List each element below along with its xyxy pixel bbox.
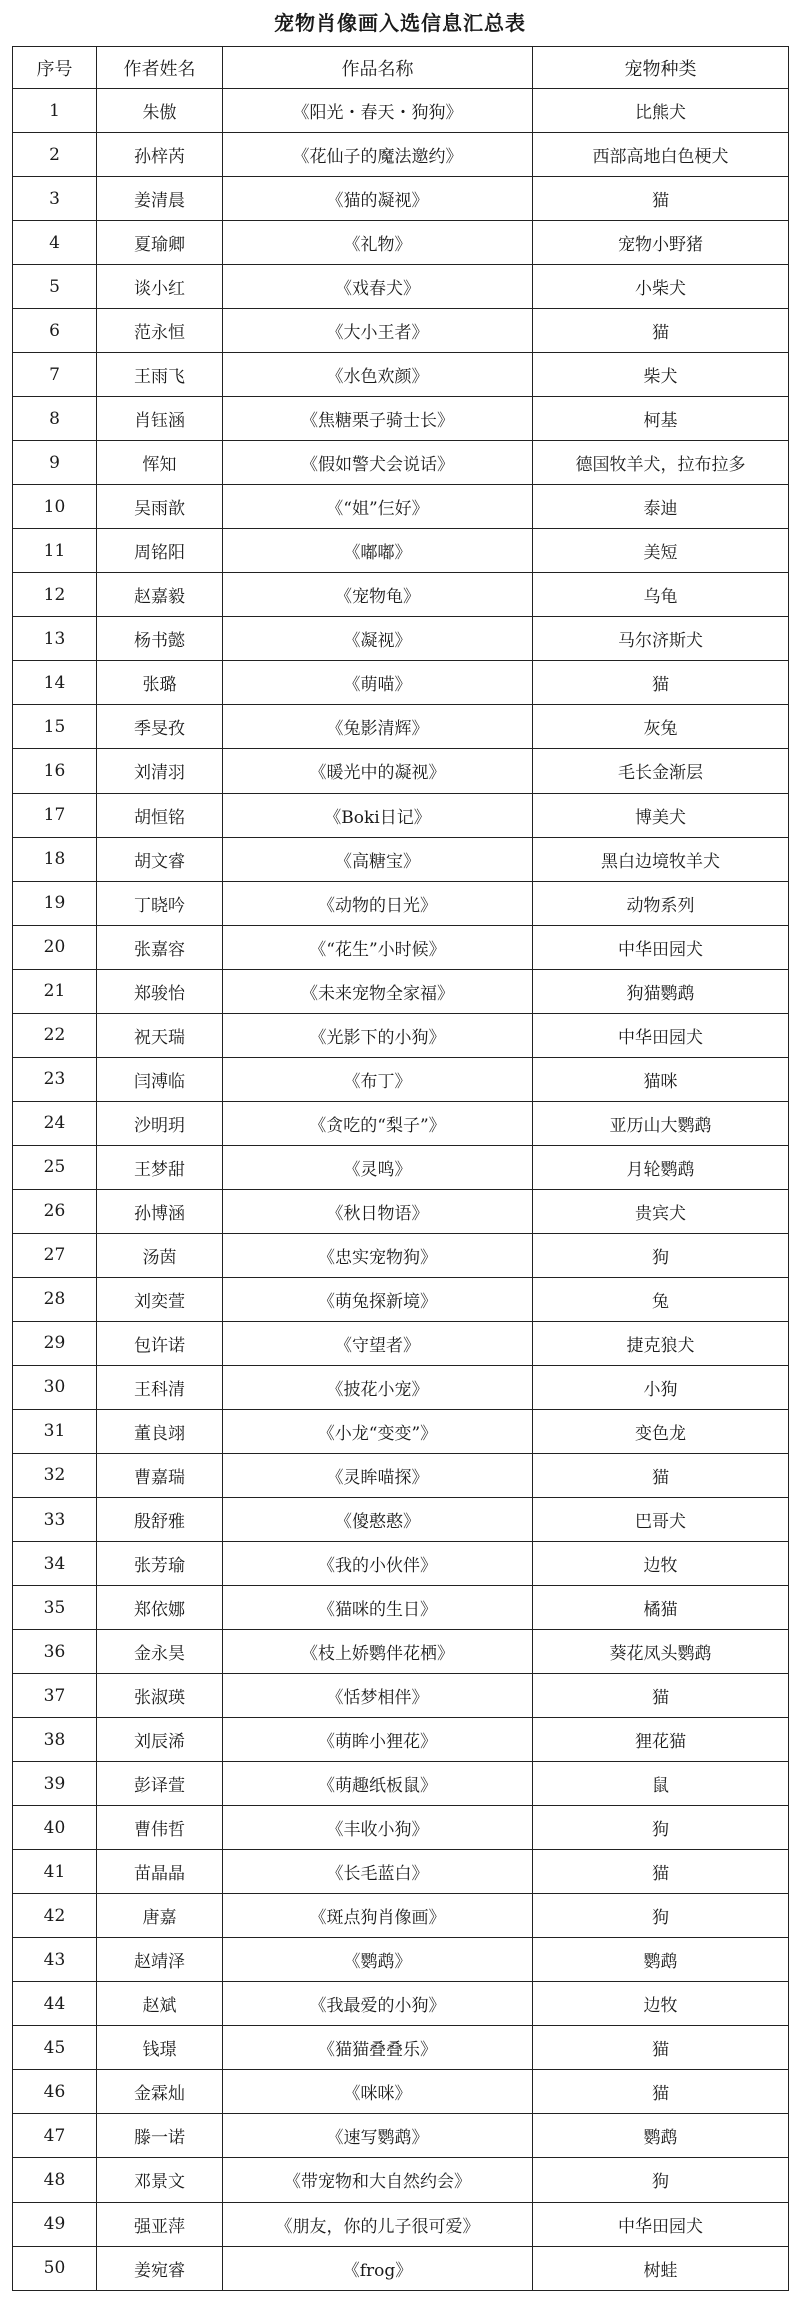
table-row xyxy=(13,1145,789,1189)
cell-pet-type: 宠物小野猪 xyxy=(533,221,789,265)
table-row xyxy=(13,1101,789,1145)
cell-author: 孙梓芮 xyxy=(97,133,223,177)
cell-work-title: 《披花小宠》 xyxy=(223,1365,533,1409)
cell-number: 33 xyxy=(13,1498,97,1542)
cell-pet-type: 狗猫鹦鹉 xyxy=(533,969,789,1013)
cell-pet-type: 猫咪 xyxy=(533,1057,789,1101)
cell-author: 季旻孜 xyxy=(97,705,223,749)
cell-number: 25 xyxy=(13,1145,97,1189)
table-row xyxy=(13,397,789,441)
cell-author: 谈小红 xyxy=(97,265,223,309)
cell-author: 夏瑜卿 xyxy=(97,221,223,265)
cell-number: 24 xyxy=(13,1101,97,1145)
cell-work-title: 《“姐”仨好》 xyxy=(223,485,533,529)
table-row xyxy=(13,309,789,353)
table-row xyxy=(13,881,789,925)
cell-work-title: 《凝视》 xyxy=(223,617,533,661)
cell-pet-type: 美短 xyxy=(533,529,789,573)
cell-number: 29 xyxy=(13,1321,97,1365)
cell-work-title: 《灵眸喵探》 xyxy=(223,1453,533,1497)
cell-work-title: 《未来宠物全家福》 xyxy=(223,969,533,1013)
table-row xyxy=(13,1630,789,1674)
table-row xyxy=(13,2026,789,2070)
cell-author: 滕一诺 xyxy=(97,2114,223,2158)
table-row xyxy=(13,1674,789,1718)
cell-work-title: 《兔影清辉》 xyxy=(223,705,533,749)
cell-number: 13 xyxy=(13,617,97,661)
page-title: 宠物肖像画入选信息汇总表 xyxy=(274,11,526,35)
cell-author: 包许诺 xyxy=(97,1321,223,1365)
cell-author: 张芳瑜 xyxy=(97,1542,223,1586)
cell-pet-type: 月轮鹦鹉 xyxy=(533,1145,789,1189)
table-row xyxy=(13,1850,789,1894)
cell-number: 30 xyxy=(13,1365,97,1409)
cell-author: 郑依娜 xyxy=(97,1586,223,1630)
cell-author: 姜清晨 xyxy=(97,177,223,221)
table-row xyxy=(13,1586,789,1630)
cell-author: 董良翊 xyxy=(97,1409,223,1453)
cell-work-title: 《礼物》 xyxy=(223,221,533,265)
cell-pet-type: 泰迪 xyxy=(533,485,789,529)
cell-author: 赵斌 xyxy=(97,1982,223,2026)
cell-author: 吴雨歆 xyxy=(97,485,223,529)
cell-pet-type: 乌龟 xyxy=(533,573,789,617)
cell-number: 10 xyxy=(13,485,97,529)
selection-table xyxy=(12,46,789,2291)
cell-number: 21 xyxy=(13,969,97,1013)
cell-number: 9 xyxy=(13,441,97,485)
cell-work-title: 《焦糖栗子骑士长》 xyxy=(223,397,533,441)
cell-pet-type: 马尔济斯犬 xyxy=(533,617,789,661)
cell-work-title: 《萌趣纸板鼠》 xyxy=(223,1762,533,1806)
cell-pet-type: 捷克狼犬 xyxy=(533,1321,789,1365)
table-body xyxy=(13,89,789,2291)
cell-author: 张淑瑛 xyxy=(97,1674,223,1718)
cell-pet-type: 狗 xyxy=(533,1233,789,1277)
table-row xyxy=(13,1189,789,1233)
cell-author: 杨书懿 xyxy=(97,617,223,661)
cell-work-title: 《假如警犬会说话》 xyxy=(223,441,533,485)
table-row xyxy=(13,177,789,221)
table-row xyxy=(13,1453,789,1497)
cell-work-title: 《阳光・春天・狗狗》 xyxy=(223,89,533,133)
table-row xyxy=(13,441,789,485)
cell-number: 45 xyxy=(13,2026,97,2070)
cell-work-title: 《“花生”小时候》 xyxy=(223,925,533,969)
cell-work-title: 《斑点狗肖像画》 xyxy=(223,1894,533,1938)
cell-number: 18 xyxy=(13,837,97,881)
cell-work-title: 《暖光中的凝视》 xyxy=(223,749,533,793)
cell-pet-type: 巴哥犬 xyxy=(533,1498,789,1542)
cell-author: 苗晶晶 xyxy=(97,1850,223,1894)
cell-pet-type: 毛长金渐层 xyxy=(533,749,789,793)
cell-work-title: 《布丁》 xyxy=(223,1057,533,1101)
cell-work-title: 《傻憨憨》 xyxy=(223,1498,533,1542)
table-row xyxy=(13,2246,789,2290)
cell-pet-type: 亚历山大鹦鹉 xyxy=(533,1101,789,1145)
cell-author: 丁晓吟 xyxy=(97,881,223,925)
table-row xyxy=(13,1762,789,1806)
cell-work-title: 《枝上娇鹦伴花栖》 xyxy=(223,1630,533,1674)
cell-number: 6 xyxy=(13,309,97,353)
table-row xyxy=(13,705,789,749)
cell-author: 王梦甜 xyxy=(97,1145,223,1189)
table-row xyxy=(13,2070,789,2114)
cell-number: 14 xyxy=(13,661,97,705)
cell-author: 胡文睿 xyxy=(97,837,223,881)
table-row xyxy=(13,1806,789,1850)
cell-number: 27 xyxy=(13,1233,97,1277)
cell-work-title: 《速写鹦鹉》 xyxy=(223,2114,533,2158)
cell-pet-type: 柴犬 xyxy=(533,353,789,397)
cell-work-title: 《萌兔探新境》 xyxy=(223,1277,533,1321)
cell-pet-type: 猫 xyxy=(533,309,789,353)
cell-number: 19 xyxy=(13,881,97,925)
cell-author: 曹伟哲 xyxy=(97,1806,223,1850)
cell-pet-type: 狗 xyxy=(533,1894,789,1938)
cell-number: 32 xyxy=(13,1453,97,1497)
cell-author: 邓景文 xyxy=(97,2158,223,2202)
cell-pet-type: 边牧 xyxy=(533,1542,789,1586)
table-row xyxy=(13,2114,789,2158)
cell-number: 37 xyxy=(13,1674,97,1718)
cell-work-title: 《灵鸣》 xyxy=(223,1145,533,1189)
cell-author: 姜宛睿 xyxy=(97,2246,223,2290)
cell-pet-type: 猫 xyxy=(533,2026,789,2070)
cell-author: 范永恒 xyxy=(97,309,223,353)
cell-author: 恽知 xyxy=(97,441,223,485)
cell-pet-type: 鹦鹉 xyxy=(533,2114,789,2158)
cell-author: 强亚萍 xyxy=(97,2202,223,2246)
table-row xyxy=(13,925,789,969)
cell-work-title: 《守望者》 xyxy=(223,1321,533,1365)
cell-work-title: 《宠物龟》 xyxy=(223,573,533,617)
header-pet-type: 宠物种类 xyxy=(533,47,789,89)
table-row xyxy=(13,2202,789,2246)
cell-pet-type: 边牧 xyxy=(533,1982,789,2026)
header-work-title: 作品名称 xyxy=(223,47,533,89)
cell-number: 3 xyxy=(13,177,97,221)
table-row xyxy=(13,1013,789,1057)
cell-pet-type: 动物系列 xyxy=(533,881,789,925)
cell-author: 汤茵 xyxy=(97,1233,223,1277)
table-row xyxy=(13,485,789,529)
cell-pet-type: 狸花猫 xyxy=(533,1718,789,1762)
cell-pet-type: 中华田园犬 xyxy=(533,2202,789,2246)
cell-number: 28 xyxy=(13,1277,97,1321)
table-row xyxy=(13,265,789,309)
cell-number: 8 xyxy=(13,397,97,441)
cell-number: 15 xyxy=(13,705,97,749)
cell-number: 50 xyxy=(13,2246,97,2290)
cell-pet-type: 猫 xyxy=(533,1674,789,1718)
table-row xyxy=(13,1718,789,1762)
cell-pet-type: 狗 xyxy=(533,1806,789,1850)
table-row xyxy=(13,1365,789,1409)
header-author: 作者姓名 xyxy=(97,47,223,89)
cell-number: 17 xyxy=(13,793,97,837)
cell-pet-type: 橘猫 xyxy=(533,1586,789,1630)
table-row xyxy=(13,793,789,837)
cell-pet-type: 猫 xyxy=(533,661,789,705)
cell-author: 朱傲 xyxy=(97,89,223,133)
cell-author: 王雨飞 xyxy=(97,353,223,397)
cell-work-title: 《朋友，你的儿子很可爱》 xyxy=(223,2202,533,2246)
cell-work-title: 《frog》 xyxy=(223,2246,533,2290)
cell-author: 刘辰浠 xyxy=(97,1718,223,1762)
table-row xyxy=(13,1321,789,1365)
cell-author: 金永昊 xyxy=(97,1630,223,1674)
cell-number: 16 xyxy=(13,749,97,793)
cell-work-title: 《花仙子的魔法邀约》 xyxy=(223,133,533,177)
cell-author: 祝天瑞 xyxy=(97,1013,223,1057)
cell-work-title: 《水色欢颜》 xyxy=(223,353,533,397)
cell-number: 38 xyxy=(13,1718,97,1762)
cell-number: 49 xyxy=(13,2202,97,2246)
cell-pet-type: 小狗 xyxy=(533,1365,789,1409)
cell-number: 46 xyxy=(13,2070,97,2114)
cell-work-title: 《长毛蓝白》 xyxy=(223,1850,533,1894)
cell-number: 23 xyxy=(13,1057,97,1101)
cell-number: 5 xyxy=(13,265,97,309)
cell-pet-type: 贵宾犬 xyxy=(533,1189,789,1233)
cell-number: 12 xyxy=(13,573,97,617)
cell-number: 4 xyxy=(13,221,97,265)
cell-number: 48 xyxy=(13,2158,97,2202)
cell-pet-type: 兔 xyxy=(533,1277,789,1321)
cell-author: 唐嘉 xyxy=(97,1894,223,1938)
table-row xyxy=(13,837,789,881)
cell-work-title: 《猫的凝视》 xyxy=(223,177,533,221)
cell-number: 44 xyxy=(13,1982,97,2026)
cell-pet-type: 猫 xyxy=(533,1453,789,1497)
cell-work-title: 《贪吃的“梨子”》 xyxy=(223,1101,533,1145)
table-row xyxy=(13,749,789,793)
header-number: 序号 xyxy=(13,47,97,89)
cell-work-title: 《大小王者》 xyxy=(223,309,533,353)
cell-work-title: 《高糖宝》 xyxy=(223,837,533,881)
cell-work-title: 《猫咪的生日》 xyxy=(223,1586,533,1630)
cell-work-title: 《戏春犬》 xyxy=(223,265,533,309)
cell-author: 肖钰涵 xyxy=(97,397,223,441)
cell-author: 殷舒雅 xyxy=(97,1498,223,1542)
cell-pet-type: 树蛙 xyxy=(533,2246,789,2290)
table-row xyxy=(13,1542,789,1586)
table-row xyxy=(13,1057,789,1101)
header-row xyxy=(13,47,789,89)
cell-author: 张璐 xyxy=(97,661,223,705)
cell-author: 孙博涵 xyxy=(97,1189,223,1233)
cell-number: 47 xyxy=(13,2114,97,2158)
cell-author: 钱璟 xyxy=(97,2026,223,2070)
cell-author: 张嘉容 xyxy=(97,925,223,969)
cell-author: 刘清羽 xyxy=(97,749,223,793)
cell-author: 闫溥临 xyxy=(97,1057,223,1101)
cell-pet-type: 猫 xyxy=(533,177,789,221)
cell-pet-type: 猫 xyxy=(533,1850,789,1894)
cell-number: 22 xyxy=(13,1013,97,1057)
table-row xyxy=(13,529,789,573)
cell-pet-type: 鼠 xyxy=(533,1762,789,1806)
cell-number: 41 xyxy=(13,1850,97,1894)
cell-pet-type: 葵花凤头鹦鹉 xyxy=(533,1630,789,1674)
cell-pet-type: 中华田园犬 xyxy=(533,925,789,969)
cell-work-title: 《嘟嘟》 xyxy=(223,529,533,573)
cell-number: 43 xyxy=(13,1938,97,1982)
cell-number: 40 xyxy=(13,1806,97,1850)
cell-pet-type: 小柴犬 xyxy=(533,265,789,309)
table-row xyxy=(13,969,789,1013)
cell-author: 周铭阳 xyxy=(97,529,223,573)
cell-work-title: 《恬梦相伴》 xyxy=(223,1674,533,1718)
cell-work-title: 《忠实宠物狗》 xyxy=(223,1233,533,1277)
cell-work-title: 《猫猫叠叠乐》 xyxy=(223,2026,533,2070)
cell-number: 31 xyxy=(13,1409,97,1453)
cell-work-title: 《我最爱的小狗》 xyxy=(223,1982,533,2026)
table-row xyxy=(13,221,789,265)
cell-work-title: 《我的小伙伴》 xyxy=(223,1542,533,1586)
cell-number: 7 xyxy=(13,353,97,397)
table-row xyxy=(13,1982,789,2026)
table-row xyxy=(13,1409,789,1453)
cell-number: 39 xyxy=(13,1762,97,1806)
cell-pet-type: 灰兔 xyxy=(533,705,789,749)
cell-pet-type: 柯基 xyxy=(533,397,789,441)
cell-author: 彭译萱 xyxy=(97,1762,223,1806)
table-row xyxy=(13,1894,789,1938)
table-row xyxy=(13,353,789,397)
cell-author: 曹嘉瑞 xyxy=(97,1453,223,1497)
cell-author: 赵嘉毅 xyxy=(97,573,223,617)
cell-number: 42 xyxy=(13,1894,97,1938)
cell-pet-type: 西部高地白色梗犬 xyxy=(533,133,789,177)
cell-number: 26 xyxy=(13,1189,97,1233)
table-row xyxy=(13,1938,789,1982)
table-row xyxy=(13,89,789,133)
cell-author: 王科清 xyxy=(97,1365,223,1409)
cell-pet-type: 中华田园犬 xyxy=(533,1013,789,1057)
cell-pet-type: 猫 xyxy=(533,2070,789,2114)
table-row xyxy=(13,1498,789,1542)
cell-pet-type: 黑白边境牧羊犬 xyxy=(533,837,789,881)
table-row xyxy=(13,573,789,617)
cell-number: 2 xyxy=(13,133,97,177)
cell-work-title: 《咪咪》 xyxy=(223,2070,533,2114)
table-row xyxy=(13,133,789,177)
cell-author: 郑骏怡 xyxy=(97,969,223,1013)
table-row xyxy=(13,1277,789,1321)
cell-work-title: 《Boki日记》 xyxy=(223,793,533,837)
cell-author: 金霖灿 xyxy=(97,2070,223,2114)
table-row xyxy=(13,617,789,661)
cell-work-title: 《光影下的小狗》 xyxy=(223,1013,533,1057)
cell-author: 沙明玥 xyxy=(97,1101,223,1145)
cell-work-title: 《小龙“变变”》 xyxy=(223,1409,533,1453)
cell-pet-type: 狗 xyxy=(533,2158,789,2202)
cell-author: 胡恒铭 xyxy=(97,793,223,837)
cell-number: 36 xyxy=(13,1630,97,1674)
cell-number: 11 xyxy=(13,529,97,573)
table-row xyxy=(13,661,789,705)
cell-work-title: 《鹦鹉》 xyxy=(223,1938,533,1982)
cell-author: 赵靖泽 xyxy=(97,1938,223,1982)
table-row xyxy=(13,2158,789,2202)
table-row xyxy=(13,1233,789,1277)
cell-pet-type: 博美犬 xyxy=(533,793,789,837)
cell-number: 1 xyxy=(13,89,97,133)
cell-author: 刘奕萱 xyxy=(97,1277,223,1321)
cell-pet-type: 变色龙 xyxy=(533,1409,789,1453)
cell-pet-type: 比熊犬 xyxy=(533,89,789,133)
cell-work-title: 《萌喵》 xyxy=(223,661,533,705)
cell-work-title: 《动物的日光》 xyxy=(223,881,533,925)
cell-work-title: 《带宠物和大自然约会》 xyxy=(223,2158,533,2202)
cell-number: 35 xyxy=(13,1586,97,1630)
cell-work-title: 《丰收小狗》 xyxy=(223,1806,533,1850)
cell-number: 34 xyxy=(13,1542,97,1586)
cell-pet-type: 鹦鹉 xyxy=(533,1938,789,1982)
cell-work-title: 《秋日物语》 xyxy=(223,1189,533,1233)
cell-pet-type: 德国牧羊犬，拉布拉多 xyxy=(533,441,789,485)
cell-work-title: 《萌眸小狸花》 xyxy=(223,1718,533,1762)
cell-number: 20 xyxy=(13,925,97,969)
